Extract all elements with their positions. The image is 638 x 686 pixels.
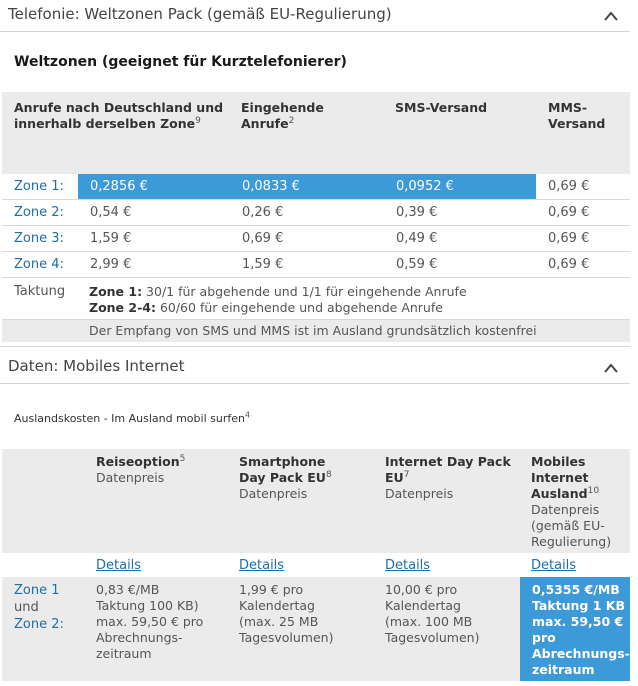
chevron-up-icon[interactable] — [602, 9, 620, 23]
reise-price-cell — [96, 582, 203, 662]
details-row — [2, 553, 630, 577]
mms-value: 0,69 € — [548, 257, 590, 272]
zone-2-label: Zone 2: — [14, 617, 64, 632]
incoming-value: 0,26 € — [242, 205, 284, 220]
footnote-4: 4 — [244, 410, 251, 420]
telefonie-section-header[interactable] — [0, 0, 630, 32]
zone-1-label: Zone 1 — [14, 583, 60, 598]
footnote-8: 8 — [325, 469, 332, 480]
zone1-2-row — [2, 577, 630, 681]
sms-value: 0,59 € — [396, 257, 438, 272]
header-mms-line1: MMS- — [548, 100, 588, 115]
calls-value: 1,59 € — [90, 231, 132, 246]
header-incoming — [241, 100, 324, 132]
taktung-zone1 — [89, 284, 467, 299]
internet-name-line2 — [385, 470, 511, 486]
footnote-7: 7 — [403, 469, 410, 480]
internet-line: (max. 100 MB — [385, 614, 473, 629]
mobiles-name-line1: Mobiles — [531, 454, 586, 469]
header-mms-line2: Versand — [548, 116, 606, 131]
details-link-internet[interactable]: Details — [385, 558, 431, 573]
details-link-mobiles[interactable]: Details — [531, 558, 577, 573]
reiseoption-sub: Datenpreis — [96, 470, 165, 485]
smartphone-line: 1,99 € pro — [239, 582, 304, 597]
reise-line: 0,83 €/MB — [96, 582, 160, 597]
taktung-zone2-4-label: Zone 2-4: — [89, 300, 156, 315]
footnote-2: 2 — [288, 115, 295, 126]
footnote-5: 5 — [179, 453, 186, 464]
mobiles-sub-line1: Datenpreis — [531, 502, 600, 517]
reise-line: max. 59,50 € pro — [96, 614, 204, 629]
internet-price-cell — [385, 582, 479, 646]
und-label: und — [14, 600, 39, 615]
internet-line: Kalendertag — [385, 598, 461, 613]
calls-value: 0,54 € — [90, 205, 132, 220]
daten-section-title: Daten: Mobiles Internet — [8, 357, 185, 375]
table-row — [2, 174, 630, 200]
incoming-value: 0,0833 € — [242, 179, 300, 194]
internet-name-line1: Internet Day Pack — [385, 454, 511, 469]
footnote-9: 9 — [195, 115, 201, 126]
chevron-up-icon[interactable] — [602, 361, 620, 375]
taktung-zone1-text: 30/1 für abgehende und 1/1 für eingehende Anrufe — [142, 284, 467, 299]
zone-label: Zone 1: — [14, 179, 64, 194]
header-incoming-line2: Anrufe — [241, 116, 289, 131]
reise-line: Abrechnungs- — [96, 630, 183, 645]
header-sms: SMS-Versand — [395, 100, 488, 115]
auslandskosten-subtitle — [14, 412, 250, 425]
auslandskosten-text: Auslandskosten - Im Ausland mobil surfen — [14, 412, 245, 425]
smartphone-name-line1: Smartphone — [239, 454, 326, 469]
mms-value: 0,69 € — [548, 231, 590, 246]
taktung-row — [2, 280, 630, 320]
col-reiseoption — [96, 454, 185, 486]
reise-line: zeitraum — [96, 646, 152, 661]
tariff-table-header — [2, 92, 630, 174]
smartphone-line: (max. 25 MB — [239, 614, 319, 629]
incoming-value: 0,69 € — [242, 231, 284, 246]
table-row — [2, 226, 630, 252]
mobiles-price-cell — [532, 582, 630, 678]
calls-value: 2,99 € — [90, 257, 132, 272]
mobiles-name-line2: Internet — [531, 470, 589, 485]
header-incoming-line1: Eingehende — [241, 100, 324, 115]
internet-line: 10,00 € pro — [385, 582, 458, 597]
footnote-10: 10 — [587, 485, 600, 496]
mobiles-sub-line2: (gemäß EU- — [531, 518, 605, 533]
internet-name-line2-text: EU — [385, 470, 404, 485]
sms-value: 0,0952 € — [396, 179, 454, 194]
taktung-zone1-label: Zone 1: — [89, 284, 143, 299]
mobiles-line: 0,5355 €/MB — [532, 582, 620, 597]
taktung-zone2-4 — [89, 300, 443, 315]
taktung-zone2-4-text: 60/60 für eingehende und abgehende Anrufe — [155, 300, 443, 315]
mobiles-line: Taktung 1 KB — [532, 598, 625, 613]
mms-value: 0,69 € — [548, 205, 590, 220]
mobiles-line: pro — [532, 630, 556, 645]
reiseoption-name — [96, 454, 185, 470]
mobiles-line: Abrechnungs- — [532, 646, 630, 661]
header-calls-line2: innerhalb derselben Zone — [14, 116, 196, 131]
reiseoption-label: Reiseoption — [96, 454, 180, 469]
calls-value: 0,2856 € — [90, 179, 148, 194]
sms-note: Der Empfang von SMS und MMS ist im Ausland grundsätzlich kostenfrei — [89, 323, 537, 338]
internet-sub: Datenpreis — [385, 486, 454, 501]
smartphone-line: Kalendertag — [239, 598, 315, 613]
reise-line: Taktung 100 KB) — [96, 598, 199, 613]
col-mobiles-internet-ausland — [531, 454, 611, 550]
sms-value: 0,49 € — [396, 231, 438, 246]
mobiles-name-line3 — [531, 486, 611, 502]
mms-value: 0,69 € — [548, 179, 590, 194]
col-smartphone-day-pack — [239, 454, 332, 502]
taktung-label: Taktung — [14, 284, 66, 299]
sms-value: 0,39 € — [396, 205, 438, 220]
mobiles-line: max. 59,50 € — [532, 614, 624, 629]
table-row — [2, 252, 630, 278]
header-calls-line1: Anrufe nach Deutschland und — [14, 100, 224, 115]
smartphone-line: Tagesvolumen) — [239, 630, 334, 645]
details-link-reiseoption[interactable]: Details — [96, 558, 142, 573]
smartphone-price-cell — [239, 582, 333, 646]
mobiles-highlight-cell — [520, 577, 630, 681]
smartphone-name-line2-text: Day Pack EU — [239, 470, 326, 485]
smartphone-sub: Datenpreis — [239, 486, 308, 501]
header-calls — [14, 100, 223, 132]
header-mms — [548, 100, 605, 132]
zone-label: Zone 2: — [14, 205, 64, 220]
mobiles-sub-line3: Regulierung) — [531, 534, 612, 549]
details-link-smartphone[interactable]: Details — [239, 558, 285, 573]
mobiles-line: zeitraum — [532, 662, 595, 677]
sms-note-row — [2, 320, 630, 342]
incoming-value: 1,59 € — [242, 257, 284, 272]
internet-line: Tagesvolumen) — [385, 630, 480, 645]
telefonie-section-title: Telefonie: Weltzonen Pack (gemäß EU-Regulierung) — [8, 5, 392, 23]
zone-label: Zone 3: — [14, 231, 64, 246]
table-row — [2, 200, 630, 226]
zone-label: Zone 4: — [14, 257, 64, 272]
weltzonen-subtitle: Weltzonen (geeignet für Kurztelefonierer) — [14, 54, 347, 70]
highlighted-cells — [78, 174, 536, 199]
smartphone-name-line2 — [239, 470, 332, 486]
data-table-header — [2, 449, 630, 553]
daten-section-header[interactable] — [0, 346, 630, 384]
mobiles-name-line3-text: Ausland — [531, 486, 588, 501]
col-internet-day-pack — [385, 454, 511, 502]
